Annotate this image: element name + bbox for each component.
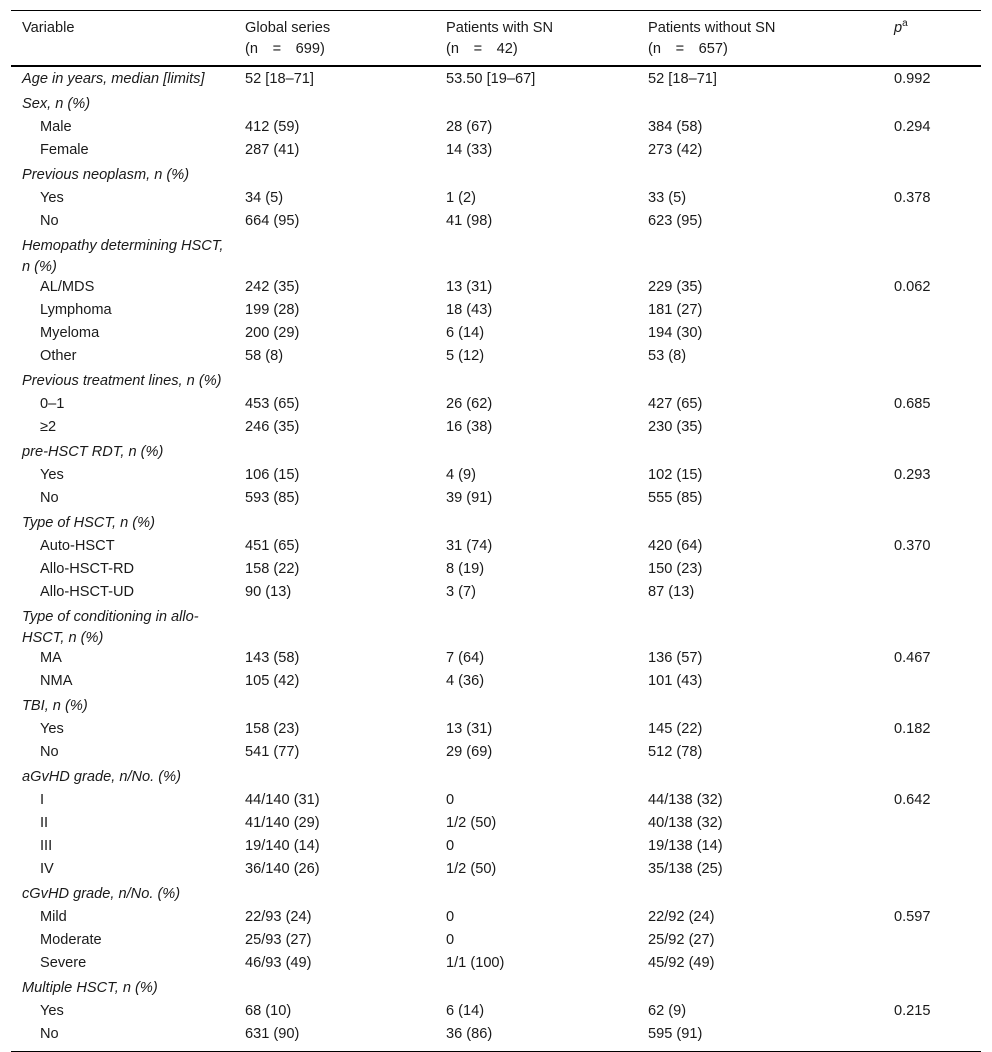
cell-without-sn: 52 [18–71] <box>648 71 717 87</box>
section-title: Previous treatment lines, n (%) <box>22 373 222 389</box>
table-row <box>11 582 981 605</box>
cell-p-value <box>883 813 981 836</box>
header-without-n: (n = 657) <box>648 40 728 57</box>
cell-with-sn: 13 (31) <box>446 721 493 737</box>
row-label: Male <box>40 119 72 135</box>
cell-global: 46/93 (49) <box>245 955 312 971</box>
row-label: Myeloma <box>40 325 100 341</box>
cell-without-sn: 62 (9) <box>648 1003 687 1019</box>
cell-with-sn: 0 <box>446 909 455 925</box>
cell-with-sn: 53.50 [19–67] <box>446 71 536 87</box>
table-row <box>11 813 981 836</box>
cell-p-value: 0.467 <box>894 650 931 666</box>
cell-without-sn: 25/92 (27) <box>648 932 715 948</box>
cell-without-sn: 45/92 (49) <box>648 955 715 971</box>
cell-global: 52 [18–71] <box>245 71 314 87</box>
cell-p-value <box>883 323 981 346</box>
row-label: Severe <box>40 955 87 971</box>
section-header-row <box>11 976 981 1001</box>
table-row <box>11 188 981 211</box>
cell-with-sn: 26 (62) <box>446 396 493 412</box>
cell-without-sn: 181 (27) <box>648 302 703 318</box>
cell-global: 287 (41) <box>245 142 300 158</box>
cell-with-sn: 36 (86) <box>446 1026 493 1042</box>
cell-with-sn: 29 (69) <box>446 744 493 760</box>
cell-without-sn: 19/138 (14) <box>648 838 723 854</box>
row-label: MA <box>40 650 62 666</box>
cell-p-value: 0.293 <box>894 467 931 483</box>
table-row <box>11 671 981 694</box>
table-row <box>11 836 981 859</box>
header-without-label: Patients without SN <box>648 20 776 36</box>
cell-global: 593 (85) <box>245 490 300 506</box>
cell-global: 90 (13) <box>245 584 292 600</box>
row-label: Auto-HSCT <box>40 538 115 554</box>
cell-global: 25/93 (27) <box>245 932 312 948</box>
cell-without-sn: 384 (58) <box>648 119 703 135</box>
section-header-row <box>11 765 981 790</box>
cell-p-value <box>883 488 981 511</box>
cell-global: 58 (8) <box>245 348 284 364</box>
cell-global: 541 (77) <box>245 744 300 760</box>
row-label: Yes <box>40 190 64 206</box>
section-title: cGvHD grade, n/No. (%) <box>22 886 181 902</box>
row-label: Other <box>40 348 77 364</box>
cell-p-value <box>883 671 981 694</box>
cell-with-sn: 0 <box>446 792 455 808</box>
cell-with-sn: 14 (33) <box>446 142 493 158</box>
row-label: No <box>40 744 59 760</box>
cell-without-sn: 136 (57) <box>648 650 703 666</box>
cell-global: 158 (22) <box>245 561 300 577</box>
row-label: No <box>40 1026 59 1042</box>
row-label: IV <box>40 861 54 877</box>
row-label: Allo-HSCT-RD <box>40 561 135 577</box>
header-global-label: Global series <box>245 20 331 36</box>
table-row <box>11 211 981 234</box>
cell-global: 631 (90) <box>245 1026 300 1042</box>
cell-without-sn: 273 (42) <box>648 142 703 158</box>
row-label: Mild <box>40 909 67 925</box>
section-title-filler <box>234 882 981 907</box>
table-row <box>11 323 981 346</box>
cell-p-value: 0.992 <box>894 71 931 87</box>
section-title-filler <box>234 765 981 790</box>
cell-global: 34 (5) <box>245 190 284 206</box>
section-title-filler <box>234 605 981 648</box>
cell-p-value: 0.294 <box>894 119 931 135</box>
cell-global: 242 (35) <box>245 279 300 295</box>
cell-without-sn: 230 (35) <box>648 419 703 435</box>
section-title: Hemopathy determining HSCT, n (%) <box>22 238 224 275</box>
cell-p-value <box>883 300 981 323</box>
section-title-filler <box>234 234 981 277</box>
section-header-row <box>11 234 981 277</box>
table-row <box>11 346 981 369</box>
cell-p-value <box>883 859 981 882</box>
cell-global: 412 (59) <box>245 119 300 135</box>
cell-with-sn: 31 (74) <box>446 538 493 554</box>
cell-global: 19/140 (14) <box>245 838 320 854</box>
table-row <box>11 859 981 882</box>
section-title-filler <box>234 92 981 117</box>
section-title-filler <box>234 440 981 465</box>
cell-global: 246 (35) <box>245 419 300 435</box>
cell-p-value <box>883 742 981 765</box>
section-header-row <box>11 92 981 117</box>
table-row <box>11 417 981 440</box>
section-title: Sex, n (%) <box>22 96 91 112</box>
section-title: aGvHD grade, n/No. (%) <box>22 769 181 785</box>
section-title: Multiple HSCT, n (%) <box>22 980 158 996</box>
table-row <box>11 559 981 582</box>
cell-without-sn: 194 (30) <box>648 325 703 341</box>
table-row <box>11 140 981 163</box>
cell-with-sn: 5 (12) <box>446 348 485 364</box>
cell-global: 199 (28) <box>245 302 300 318</box>
header-variable: Variable <box>11 11 234 66</box>
cell-global: 41/140 (29) <box>245 815 320 831</box>
cell-p-value <box>883 582 981 605</box>
cell-with-sn: 3 (7) <box>446 584 477 600</box>
row-label: Yes <box>40 467 64 483</box>
header-with-sn <box>435 11 637 66</box>
row-label: Female <box>40 142 89 158</box>
table-row <box>11 953 981 976</box>
cell-global: 143 (58) <box>245 650 300 666</box>
cell-with-sn: 28 (67) <box>446 119 493 135</box>
row-label: Yes <box>40 1003 64 1019</box>
section-title: Previous neoplasm, n (%) <box>22 167 190 183</box>
table-row <box>11 742 981 765</box>
cell-global: 664 (95) <box>245 213 300 229</box>
cell-with-sn: 13 (31) <box>446 279 493 295</box>
header-without-sn <box>637 11 883 66</box>
section-title-filler <box>234 369 981 394</box>
section-header-row <box>11 369 981 394</box>
cell-without-sn: 22/92 (24) <box>648 909 715 925</box>
section-title: Age in years, median [limits] <box>22 71 205 87</box>
table-body <box>11 66 981 1051</box>
cell-without-sn: 150 (23) <box>648 561 703 577</box>
section-header-row <box>11 163 981 188</box>
cell-p-value <box>883 559 981 582</box>
row-label: Moderate <box>40 932 102 948</box>
cell-with-sn: 0 <box>446 932 455 948</box>
section-title-filler <box>234 163 981 188</box>
table-row <box>11 300 981 323</box>
row-label: No <box>40 490 59 506</box>
cell-with-sn: 1 (2) <box>446 190 477 206</box>
table-row <box>11 488 981 511</box>
row-label: Allo-HSCT-UD <box>40 584 135 600</box>
row-label: NMA <box>40 673 73 689</box>
table-row <box>11 719 981 742</box>
section-title: TBI, n (%) <box>22 698 88 714</box>
cell-with-sn: 6 (14) <box>446 325 485 341</box>
cell-p-value <box>883 211 981 234</box>
cell-with-sn: 6 (14) <box>446 1003 485 1019</box>
cell-without-sn: 512 (78) <box>648 744 703 760</box>
section-header-row <box>11 66 981 92</box>
cell-p-value: 0.182 <box>894 721 931 737</box>
cell-with-sn: 4 (9) <box>446 467 477 483</box>
cell-global: 451 (65) <box>245 538 300 554</box>
row-label: III <box>40 838 53 854</box>
cell-global: 105 (42) <box>245 673 300 689</box>
header-global-series <box>234 11 435 66</box>
section-header-row <box>11 694 981 719</box>
table-row <box>11 394 981 417</box>
cell-with-sn: 1/2 (50) <box>446 815 497 831</box>
patient-characteristics-table <box>11 11 981 1051</box>
cell-p-value <box>883 836 981 859</box>
header-global-n: (n = 699) <box>245 40 325 57</box>
section-title: pre-HSCT RDT, n (%) <box>22 444 164 460</box>
cell-without-sn: 145 (22) <box>648 721 703 737</box>
cell-p-value: 0.685 <box>894 396 931 412</box>
table-row <box>11 930 981 953</box>
section-header-row <box>11 440 981 465</box>
cell-p-value: 0.642 <box>894 792 931 808</box>
cell-with-sn: 7 (64) <box>446 650 485 666</box>
cell-p-value <box>883 930 981 953</box>
cell-without-sn: 427 (65) <box>648 396 703 412</box>
table-row <box>11 1001 981 1024</box>
section-header-row <box>11 882 981 907</box>
cell-with-sn: 1/2 (50) <box>446 861 497 877</box>
cell-global: 106 (15) <box>245 467 300 483</box>
header-with-label: Patients with SN <box>446 20 554 36</box>
cell-without-sn: 44/138 (32) <box>648 792 723 808</box>
section-header-row <box>11 511 981 536</box>
cell-with-sn: 8 (19) <box>446 561 485 577</box>
section-title: Type of conditioning in allo-HSCT, n (%) <box>22 609 199 646</box>
cell-with-sn: 16 (38) <box>446 419 493 435</box>
cell-without-sn: 101 (43) <box>648 673 703 689</box>
cell-p-value: 0.597 <box>894 909 931 925</box>
section-title: Type of HSCT, n (%) <box>22 515 156 531</box>
row-label: II <box>40 815 49 831</box>
cell-global: 200 (29) <box>245 325 300 341</box>
section-title-filler <box>234 511 981 536</box>
section-title-filler <box>234 694 981 719</box>
table-row <box>11 648 981 671</box>
cell-global: 36/140 (26) <box>245 861 320 877</box>
table-row <box>11 790 981 813</box>
table-row <box>11 1024 981 1051</box>
header-with-n: (n = 42) <box>446 40 518 57</box>
row-label: Yes <box>40 721 64 737</box>
table-row <box>11 907 981 930</box>
cell-with-sn: 0 <box>446 838 455 854</box>
cell-p-value: 0.370 <box>894 538 931 554</box>
section-title-filler <box>234 976 981 1001</box>
cell-with-sn: 4 (36) <box>446 673 485 689</box>
cell-global: 44/140 (31) <box>245 792 320 808</box>
cell-without-sn: 420 (64) <box>648 538 703 554</box>
row-label: Lymphoma <box>40 302 112 318</box>
header-p-value: $p^a$ <box>883 11 981 66</box>
cell-without-sn: 623 (95) <box>648 213 703 229</box>
row-label: ≥2 <box>40 419 57 435</box>
row-label: AL/MDS <box>40 279 95 295</box>
cell-p-value <box>883 953 981 976</box>
cell-without-sn: 229 (35) <box>648 279 703 295</box>
cell-p-value <box>883 140 981 163</box>
cell-without-sn: 555 (85) <box>648 490 703 506</box>
cell-with-sn: 41 (98) <box>446 213 493 229</box>
cell-global: 22/93 (24) <box>245 909 312 925</box>
table-row <box>11 465 981 488</box>
cell-global: 68 (10) <box>245 1003 292 1019</box>
table-row <box>11 536 981 559</box>
cell-with-sn: 18 (43) <box>446 302 493 318</box>
cell-p-value <box>883 417 981 440</box>
cell-p-value <box>883 1024 981 1051</box>
cell-p-value: 0.062 <box>894 279 931 295</box>
cell-with-sn: 39 (91) <box>446 490 493 506</box>
table-row <box>11 117 981 140</box>
row-label: No <box>40 213 59 229</box>
table-row <box>11 277 981 300</box>
cell-without-sn: 53 (8) <box>648 348 687 364</box>
table-header <box>11 11 981 66</box>
cell-without-sn: 595 (91) <box>648 1026 703 1042</box>
cell-without-sn: 33 (5) <box>648 190 687 206</box>
cell-without-sn: 87 (13) <box>648 584 695 600</box>
cell-with-sn: 1/1 (100) <box>446 955 505 971</box>
row-label: I <box>40 792 45 808</box>
cell-p-value: 0.378 <box>894 190 931 206</box>
data-table-container <box>11 10 981 1052</box>
row-label: 0–1 <box>40 396 65 412</box>
cell-without-sn: 102 (15) <box>648 467 703 483</box>
cell-global: 453 (65) <box>245 396 300 412</box>
section-header-row <box>11 605 981 648</box>
cell-without-sn: 35/138 (25) <box>648 861 723 877</box>
cell-p-value: 0.215 <box>894 1003 931 1019</box>
cell-p-value <box>883 346 981 369</box>
cell-without-sn: 40/138 (32) <box>648 815 723 831</box>
cell-global: 158 (23) <box>245 721 300 737</box>
